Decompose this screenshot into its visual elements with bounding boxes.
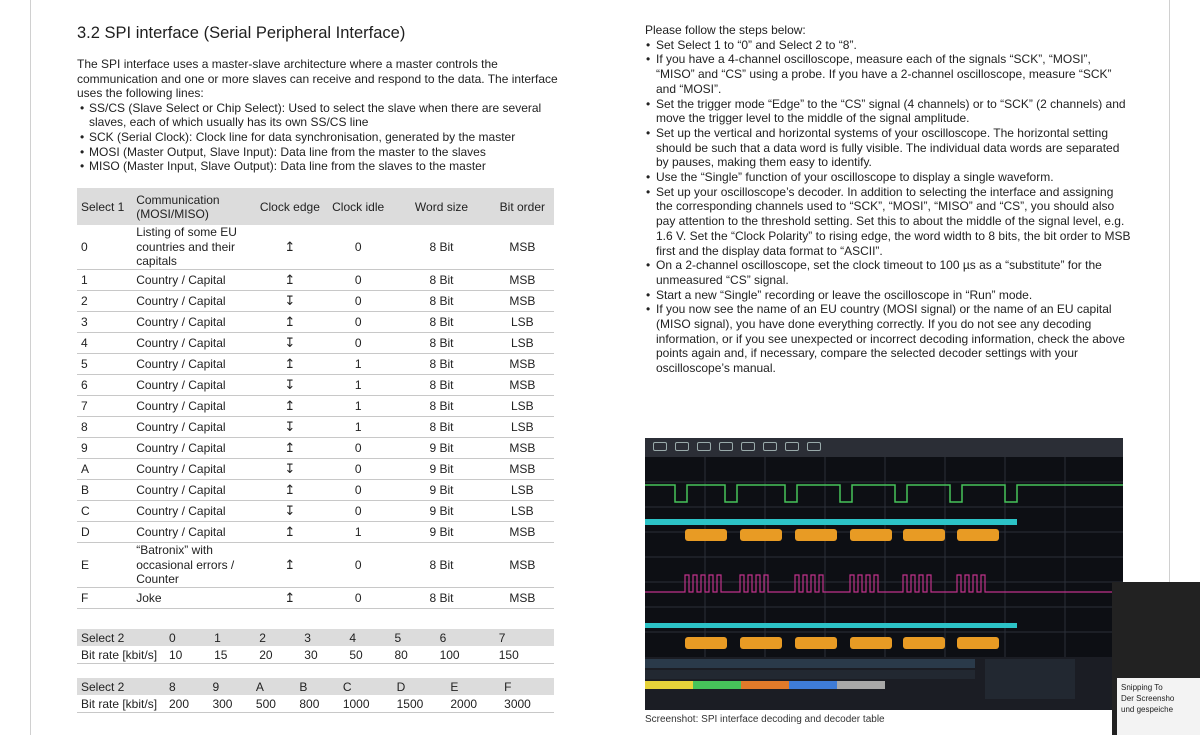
clock-edge-cell: ↧ xyxy=(256,501,324,522)
select1-cell: 7 xyxy=(77,396,132,417)
clock-idle-cell: 0 xyxy=(324,225,392,270)
word-size-cell: 8 Bit xyxy=(392,312,490,333)
line-item: • MOSI (Master Output, Slave Input): Data line from the master to the slaves xyxy=(77,145,567,160)
word-size-cell: 8 Bit xyxy=(392,333,490,354)
word-size-cell: 8 Bit xyxy=(392,417,490,438)
step-item: • Set Select 1 to “0” and Select 2 to “8”. xyxy=(645,38,1131,53)
clock-idle-cell: 1 xyxy=(324,417,392,438)
table-row xyxy=(77,354,554,375)
select2-value: C xyxy=(339,678,393,695)
clock-edge-cell: ↧ xyxy=(256,459,324,480)
clock-idle-cell: 0 xyxy=(324,480,392,501)
word-size-cell: 8 Bit xyxy=(392,270,490,291)
decoder-table xyxy=(77,188,554,609)
right-page xyxy=(599,0,1170,735)
clock-edge-cell: ↧ xyxy=(256,291,324,312)
bitrate-label: Bit rate [kbit/s] xyxy=(77,646,165,664)
notification-title: Snipping To xyxy=(1121,683,1163,692)
select2-value: 6 xyxy=(436,629,495,646)
word-size-cell: 9 Bit xyxy=(392,522,490,543)
communication-cell: Country / Capital xyxy=(132,291,256,312)
bitrate-value: 300 xyxy=(208,695,251,713)
scope-toolbar xyxy=(645,438,1123,457)
select2-label: Select 2 xyxy=(77,629,165,646)
intro-paragraph: The SPI interface uses a master-slave architecture where a master controls the communication and one or more slaves can receive and respond to the data. The interface uses the following lines: xyxy=(77,57,558,101)
bit-order-cell: MSB xyxy=(491,354,554,375)
bit-order-cell: MSB xyxy=(491,291,554,312)
select1-cell: 1 xyxy=(77,270,132,291)
bit-order-cell: MSB xyxy=(491,543,554,588)
communication-cell: Country / Capital xyxy=(132,375,256,396)
communication-cell: Country / Capital xyxy=(132,312,256,333)
clock-edge-cell: ↥ xyxy=(256,312,324,333)
communication-cell: Joke xyxy=(132,588,256,609)
clock-edge-cell: ↧ xyxy=(256,333,324,354)
clock-edge-cell: ↥ xyxy=(256,480,324,501)
bit-order-cell: MSB xyxy=(491,225,554,270)
select2-value: E xyxy=(446,678,500,695)
word-size-cell: 8 Bit xyxy=(392,543,490,588)
step-item: • Start a new “Single” recording or leave the oscilloscope in “Run” mode. xyxy=(645,288,1131,303)
bitrate-value-row xyxy=(77,695,554,713)
snipping-tool-notification[interactable] xyxy=(1117,678,1200,735)
clock-idle-cell: 0 xyxy=(324,270,392,291)
clock-idle-cell: 1 xyxy=(324,354,392,375)
select2-value: 9 xyxy=(208,678,251,695)
select1-cell: 5 xyxy=(77,354,132,375)
word-size-cell: 8 Bit xyxy=(392,291,490,312)
clock-idle-cell: 0 xyxy=(324,312,392,333)
table-row xyxy=(77,522,554,543)
word-size-cell: 8 Bit xyxy=(392,588,490,609)
communication-cell: Listing of some EU countries and their capitals xyxy=(132,225,256,270)
select2-value: 2 xyxy=(255,629,300,646)
step-item: • If you now see the name of an EU country (MOSI signal) or the name of an EU capital (MISO signal), you have done everything correctly. If you do not see any decoding information, or if you see unexpected or incorrect decoding information, check the above points again and, if necessary, compare the selected decoder settings with your oscilloscope’s manual. xyxy=(645,302,1131,376)
table-row xyxy=(77,459,554,480)
oscilloscope-screenshot xyxy=(645,438,1123,710)
clock-edge-cell: ↧ xyxy=(256,417,324,438)
table-row xyxy=(77,312,554,333)
bitrate-value: 50 xyxy=(345,646,390,664)
table-row xyxy=(77,501,554,522)
clock-idle-cell: 0 xyxy=(324,588,392,609)
table-row xyxy=(77,270,554,291)
select1-cell: C xyxy=(77,501,132,522)
header-word-size: Word size xyxy=(392,188,490,225)
mosi-frames xyxy=(685,529,999,541)
communication-cell: “Batronix” with occasional errors / Counter xyxy=(132,543,256,588)
preset-icon xyxy=(763,442,777,451)
communication-cell: Country / Capital xyxy=(132,354,256,375)
bit-order-cell: LSB xyxy=(491,396,554,417)
clock-edge-cell: ↥ xyxy=(256,270,324,291)
select1-cell: 6 xyxy=(77,375,132,396)
bit-order-cell: MSB xyxy=(491,270,554,291)
bitrate-value: 500 xyxy=(252,695,295,713)
table-row xyxy=(77,333,554,354)
table-row xyxy=(77,291,554,312)
step-item: • On a 2-channel oscilloscope, set the clock timeout to 100 µs as a “substitute” for the unmeasured “CS” signal. xyxy=(645,258,1131,287)
clock-edge-cell: ↥ xyxy=(256,438,324,459)
select1-cell: B xyxy=(77,480,132,501)
select2-value: B xyxy=(295,678,338,695)
screenshot-caption: Screenshot: SPI interface decoding and decoder table xyxy=(645,714,885,725)
bit-order-cell: MSB xyxy=(491,522,554,543)
bit-order-cell: LSB xyxy=(491,312,554,333)
table-row xyxy=(77,396,554,417)
select2-value: 8 xyxy=(165,678,208,695)
communication-cell: Country / Capital xyxy=(132,501,256,522)
select2-label: Select 2 xyxy=(77,678,165,695)
word-size-cell: 8 Bit xyxy=(392,354,490,375)
steps-intro: Please follow the steps below: xyxy=(645,23,806,37)
steps-block xyxy=(645,23,1131,376)
clock-edge-cell: ↥ xyxy=(256,396,324,417)
communication-cell: Country / Capital xyxy=(132,459,256,480)
clock-idle-cell: 0 xyxy=(324,501,392,522)
bit-order-cell: MSB xyxy=(491,459,554,480)
clock-edge-cell: ↥ xyxy=(256,522,324,543)
clock-idle-cell: 0 xyxy=(324,333,392,354)
bitrate-table-1 xyxy=(77,629,554,664)
bit-order-cell: LSB xyxy=(491,417,554,438)
line-list xyxy=(77,101,567,174)
capture-icon xyxy=(719,442,733,451)
bitrate-value: 100 xyxy=(436,646,495,664)
measure-icon xyxy=(807,442,821,451)
word-size-cell: 9 Bit xyxy=(392,438,490,459)
clock-idle-cell: 1 xyxy=(324,375,392,396)
select2-value: D xyxy=(393,678,447,695)
table-header-row xyxy=(77,188,554,225)
bitrate-select-row xyxy=(77,629,554,646)
clock-edge-cell: ↥ xyxy=(256,588,324,609)
clock-idle-cell: 0 xyxy=(324,543,392,588)
scope-decoder-table xyxy=(645,657,1123,710)
select2-value: 4 xyxy=(345,629,390,646)
word-size-cell: 8 Bit xyxy=(392,375,490,396)
clock-edge-cell: ↥ xyxy=(256,354,324,375)
bitrate-value: 150 xyxy=(495,646,554,664)
select1-cell: 8 xyxy=(77,417,132,438)
clock-edge-cell: ↥ xyxy=(256,225,324,270)
table-row xyxy=(77,480,554,501)
clock-idle-cell: 1 xyxy=(324,396,392,417)
table-row xyxy=(77,225,554,270)
communication-cell: Country / Capital xyxy=(132,417,256,438)
undo-icon xyxy=(653,442,667,451)
table-body xyxy=(77,225,554,609)
select2-value: 7 xyxy=(495,629,554,646)
clock-idle-cell: 0 xyxy=(324,291,392,312)
notification-line: Der Screensho xyxy=(1121,694,1175,703)
left-page xyxy=(30,0,600,735)
cs-trace xyxy=(645,485,1123,502)
header-select1: Select 1 xyxy=(77,188,132,225)
select2-value: 1 xyxy=(210,629,255,646)
scope-waveform-area xyxy=(645,457,1123,657)
steps-list xyxy=(645,38,1131,376)
clock-edge-cell: ↥ xyxy=(256,543,324,588)
line-item: • SS/CS (Slave Select or Chip Select): Used to select the slave when there are several slaves, each of which usually has its own SS/CS line xyxy=(77,101,567,130)
step-item: • Use the “Single” function of your oscilloscope to display a single waveform. xyxy=(645,170,1131,185)
select1-cell: D xyxy=(77,522,132,543)
bitrate-value: 20 xyxy=(255,646,300,664)
select2-value: 5 xyxy=(390,629,435,646)
help-icon xyxy=(697,442,711,451)
step-item: • Set up the vertical and horizontal systems of your oscilloscope. The horizontal setting should be such that a data word is fully visible. The individual data words are separated by pauses, making them easy to identify. xyxy=(645,126,1131,170)
header-clock-edge: Clock edge xyxy=(256,188,324,225)
communication-cell: Country / Capital xyxy=(132,333,256,354)
header-communication: Communication (MOSI/MISO) xyxy=(132,188,256,225)
clock-idle-cell: 0 xyxy=(324,459,392,480)
select1-cell: 2 xyxy=(77,291,132,312)
bitrate-value-row xyxy=(77,646,554,664)
clock-idle-cell: 1 xyxy=(324,522,392,543)
communication-cell: Country / Capital xyxy=(132,396,256,417)
select2-value: 0 xyxy=(165,629,210,646)
header-bit-order: Bit order xyxy=(491,188,554,225)
bit-order-cell: LSB xyxy=(491,333,554,354)
word-size-cell: 8 Bit xyxy=(392,396,490,417)
annotate-icon xyxy=(741,442,755,451)
clock-idle-cell: 0 xyxy=(324,438,392,459)
word-size-cell: 9 Bit xyxy=(392,459,490,480)
bit-order-cell: MSB xyxy=(491,375,554,396)
bitrate-label: Bit rate [kbit/s] xyxy=(77,695,165,713)
mosi-bus xyxy=(645,519,1017,525)
bitrate-value: 800 xyxy=(295,695,338,713)
bitrate-value: 80 xyxy=(390,646,435,664)
add-item-icon xyxy=(785,442,799,451)
select1-cell: 0 xyxy=(77,225,132,270)
word-size-cell: 9 Bit xyxy=(392,480,490,501)
notification-line: und gespeiche xyxy=(1121,705,1174,714)
communication-cell: Country / Capital xyxy=(132,270,256,291)
bitrate-value: 200 xyxy=(165,695,208,713)
step-item: • Set up your oscilloscope’s decoder. In addition to selecting the interface and assigning the corresponding channels used to “SCK”, “MOSI”, “MISO” and “CS”, you should also pay attention to the threshold setting. Set this to about the middle of the signal level, e.g. 1.6 V. Set the “Clock Polarity” to rising edge, the word width to 8 bits, the bit order to MSB first and the display data format to “ASCII”. xyxy=(645,185,1131,259)
miso-frames xyxy=(685,637,999,649)
line-item: • MISO (Master Input, Slave Output): Data line from the slaves to the master xyxy=(77,159,567,174)
word-size-cell: 9 Bit xyxy=(392,501,490,522)
scope-channel-strip xyxy=(645,657,1123,710)
clock-edge-cell: ↧ xyxy=(256,375,324,396)
communication-cell: Country / Capital xyxy=(132,438,256,459)
step-item: • Set the trigger mode “Edge” to the “CS” signal (4 channels) or to “SCK” (2 channels) and move the trigger level to the middle of the signal amplitude. xyxy=(645,97,1131,126)
table-row xyxy=(77,438,554,459)
sck-trace xyxy=(645,575,1123,592)
table-row xyxy=(77,375,554,396)
step-item: • If you have a 4-channel oscilloscope, measure each of the signals “SCK”, “MOSI”, “MISO” and “CS” using a probe. If you have a 2-channel oscilloscope, measure “SCK” and “MOSI”. xyxy=(645,52,1131,96)
table-row xyxy=(77,588,554,609)
bitrate-table-2 xyxy=(77,678,554,713)
communication-cell: Country / Capital xyxy=(132,522,256,543)
bitrate-value: 1500 xyxy=(393,695,447,713)
bit-order-cell: LSB xyxy=(491,480,554,501)
intro-text-block xyxy=(77,57,567,174)
table-row xyxy=(77,543,554,588)
communication-cell: Country / Capital xyxy=(132,480,256,501)
bit-order-cell: MSB xyxy=(491,588,554,609)
select2-value: 3 xyxy=(300,629,345,646)
miso-bus xyxy=(645,623,1017,628)
word-size-cell: 8 Bit xyxy=(392,225,490,270)
bitrate-value: 10 xyxy=(165,646,210,664)
header-clock-idle: Clock idle xyxy=(324,188,392,225)
select1-cell: 3 xyxy=(77,312,132,333)
select1-cell: 4 xyxy=(77,333,132,354)
line-item: • SCK (Serial Clock): Clock line for data synchronisation, generated by the master xyxy=(77,130,567,145)
bitrate-value: 3000 xyxy=(500,695,554,713)
select2-value: F xyxy=(500,678,554,695)
select1-cell: F xyxy=(77,588,132,609)
redo-icon xyxy=(675,442,689,451)
bitrate-value: 1000 xyxy=(339,695,393,713)
table-row xyxy=(77,417,554,438)
select2-value: A xyxy=(252,678,295,695)
bit-order-cell: MSB xyxy=(491,438,554,459)
bitrate-value: 15 xyxy=(210,646,255,664)
section-heading: 3.2 SPI interface (Serial Peripheral Interface) xyxy=(77,24,406,42)
select1-cell: E xyxy=(77,543,132,588)
select1-cell: 9 xyxy=(77,438,132,459)
bitrate-select-row xyxy=(77,678,554,695)
bitrate-value: 2000 xyxy=(446,695,500,713)
bit-order-cell: LSB xyxy=(491,501,554,522)
bitrate-value: 30 xyxy=(300,646,345,664)
select1-cell: A xyxy=(77,459,132,480)
